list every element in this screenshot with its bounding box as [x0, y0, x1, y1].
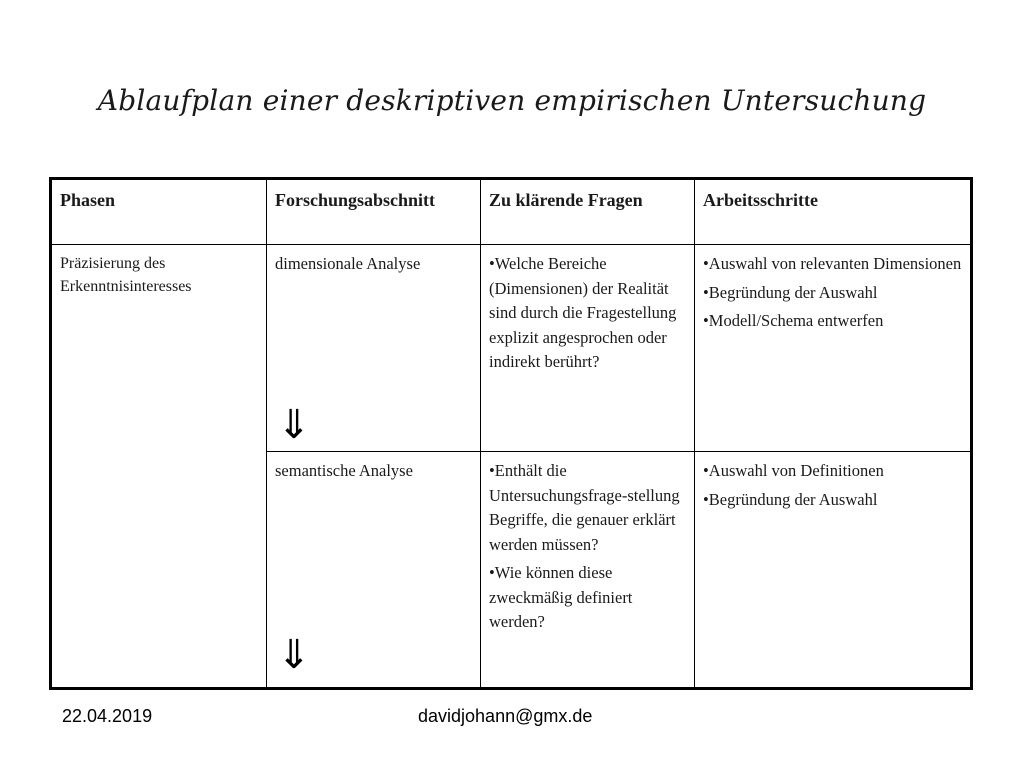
header-arbeitsschritte: Arbeitsschritte [695, 179, 972, 245]
table-header-row [51, 179, 972, 245]
header-phasen: Phasen [51, 179, 267, 245]
research-plan-table [49, 177, 973, 690]
section-label: dimensionale Analyse [275, 254, 421, 273]
steps-cell [695, 452, 972, 689]
steps-cell [695, 245, 972, 452]
footer-email: davidjohann@gmx.de [418, 706, 593, 726]
phase-cell [51, 245, 267, 689]
question-item: •Enthält die Untersuchungsfrage-stellung Begriffe, die genauer erklärt werden müssen? [489, 461, 680, 554]
section-cell [267, 452, 481, 689]
question-item: •Welche Bereiche (Dimensionen) der Realität sind durch die Fragestellung explizit angesprochen oder indirekt berührt? [489, 254, 677, 371]
step-item: •Auswahl von relevanten Dimensionen [703, 254, 962, 273]
step-item: •Modell/Schema entwerfen [703, 311, 884, 330]
step-item: •Begründung der Auswahl [703, 282, 878, 302]
slide-title: Ablaufplan einer deskriptiven empirischen Untersuchung [97, 84, 927, 117]
section-cell [267, 245, 481, 452]
down-arrow-icon: ⇓ [277, 402, 311, 448]
step-item: •Auswahl von Definitionen [703, 461, 884, 480]
question-item: •Wie können diese zweckmäßig definiert werden? [489, 563, 633, 631]
table-row [51, 245, 972, 452]
footer-date: 22.04.2019 [62, 706, 153, 726]
header-fragen: Zu klärende Fragen [481, 179, 695, 245]
header-forschungsabschnitt: Forschungsabschnitt [267, 179, 481, 245]
down-arrow-icon: ⇓ [277, 632, 311, 678]
step-item: •Begründung der Auswahl [703, 489, 878, 509]
section-label: semantische Analyse [275, 461, 413, 480]
questions-cell [481, 245, 695, 452]
phase-label: Präzisierung des Erkenntnisinteresses [60, 255, 192, 295]
questions-cell [481, 452, 695, 689]
